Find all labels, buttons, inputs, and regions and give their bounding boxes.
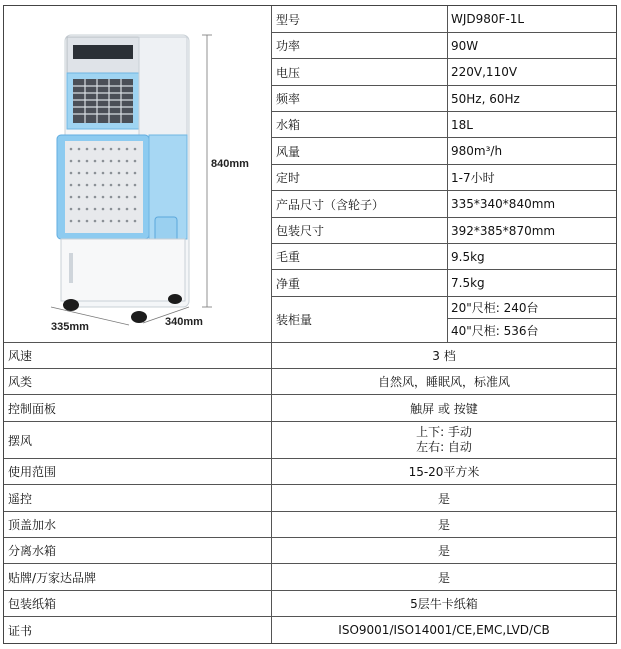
- spec-value: 自然风，睡眠风，标准风: [377, 375, 510, 389]
- spec-value: 触屏 或 按键: [410, 401, 478, 416]
- spec-label: 顶盖加水: [8, 518, 57, 532]
- spec-value: 是: [437, 544, 450, 558]
- spec-label: 贴牌/万家达品牌: [8, 570, 97, 585]
- swing-value: [272, 422, 616, 458]
- spec-value: 3 档: [432, 349, 456, 363]
- spec-label: 定时: [276, 171, 301, 185]
- spec-value: 5层牛卡纸箱: [410, 597, 478, 611]
- air-cooler-illustration: [5, 7, 271, 342]
- spec-label: 风速: [8, 349, 33, 363]
- spec-value: 是: [437, 518, 450, 532]
- spec-label: 风类: [8, 375, 33, 389]
- spec-value: 220V,110V: [451, 65, 518, 79]
- spec-value: 90W: [451, 38, 479, 53]
- spec-label: 净重: [276, 276, 301, 291]
- spec-label: 产品尺寸（含轮子）: [276, 197, 385, 212]
- spec-label: 电压: [276, 65, 301, 80]
- spec-value: 9.5kg: [451, 249, 485, 264]
- spec-label: 使用范围: [8, 465, 57, 479]
- spec-value: WJD980F-1L: [451, 12, 525, 26]
- spec-label: 摆风: [8, 433, 33, 448]
- container-load-40ft: 40"尺柜: 536台: [451, 324, 539, 338]
- spec-label: 风量: [276, 144, 301, 159]
- spec-value: 是: [437, 491, 450, 506]
- container-load-20ft: 20"尺柜: 240台: [451, 301, 539, 315]
- spec-label: 水箱: [276, 118, 301, 132]
- spec-label: 控制面板: [8, 401, 57, 416]
- spec-label: 证书: [8, 623, 33, 638]
- spec-label: 频率: [276, 92, 301, 106]
- spec-value: 980m³/h: [451, 144, 503, 158]
- spec-value: 1-7小时: [451, 171, 495, 185]
- spec-label: 包装纸箱: [8, 597, 57, 611]
- depth-label: 340mm: [165, 316, 203, 328]
- spec-value: 15-20平方米: [408, 465, 480, 479]
- height-label: 840mm: [211, 158, 249, 170]
- spec-label: 分离水箱: [8, 544, 57, 558]
- spec-sheet: [3, 5, 617, 644]
- spec-label: 毛重: [276, 250, 301, 264]
- spec-value: ISO9001/ISO14001/CE,EMC,LVD/CB: [338, 623, 550, 637]
- spec-label: 功率: [276, 39, 301, 53]
- spec-label: 遥控: [8, 491, 33, 506]
- product-photo: [5, 7, 271, 342]
- swing-vertical: 上下: 手动: [416, 425, 472, 439]
- swing-horizontal: 左右: 自动: [416, 440, 472, 454]
- spec-label: 型号: [276, 12, 301, 27]
- spec-value: 是: [437, 570, 450, 585]
- container-load-label: 装柜量: [276, 313, 313, 327]
- spec-value: 392*385*870mm: [451, 223, 556, 238]
- width-label: 335mm: [51, 321, 89, 333]
- spec-label: 包装尺寸: [276, 224, 325, 238]
- spec-value: 50Hz, 60Hz: [451, 91, 520, 106]
- spec-value: 18L: [451, 117, 473, 132]
- spec-value: 7.5kg: [451, 276, 485, 290]
- spec-value: 335*340*840mm: [451, 197, 556, 211]
